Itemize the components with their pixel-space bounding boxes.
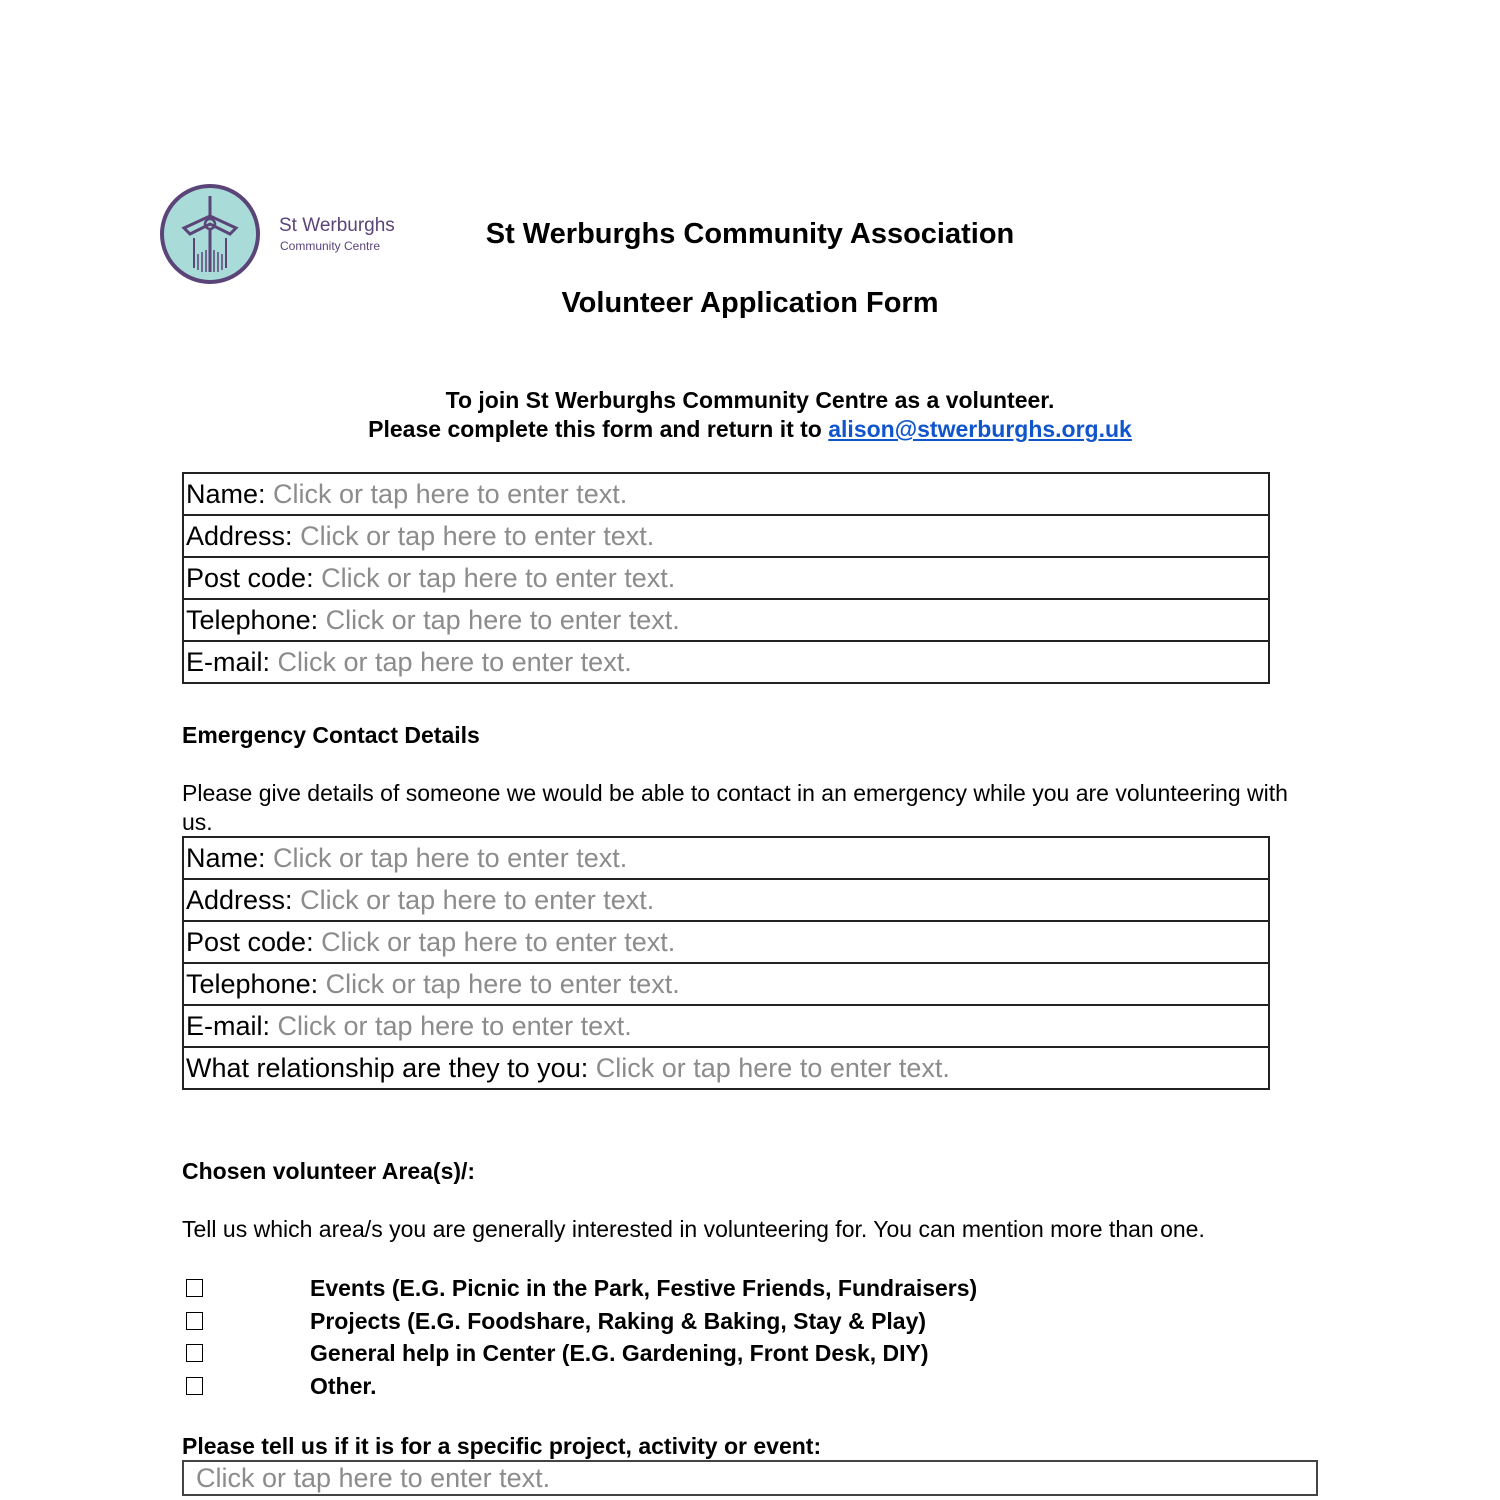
field-label: Post code: bbox=[186, 927, 314, 957]
organisation-title: St Werburghs Community Association bbox=[485, 218, 1015, 250]
emergency-field-telephone bbox=[183, 963, 1269, 1005]
option-label: Projects (E.G. Foodshare, Raking & Baking, Stay & Play) bbox=[310, 1308, 927, 1334]
emergency-heading: Emergency Contact Details bbox=[182, 722, 480, 748]
checkbox-events[interactable] bbox=[186, 1279, 203, 1297]
field-label: Name: bbox=[186, 843, 266, 873]
areas-heading: Chosen volunteer Area(s)/: bbox=[182, 1158, 476, 1184]
field-label: What relationship are they to you: bbox=[186, 1053, 589, 1083]
specific-project-input[interactable]: Click or tap here to enter text. bbox=[182, 1460, 1318, 1496]
postcode-input[interactable]: Click or tap here to enter text. bbox=[321, 563, 676, 593]
field-label: Name: bbox=[186, 479, 266, 509]
emergency-contact-table bbox=[182, 836, 1270, 1090]
field-telephone bbox=[183, 599, 1269, 641]
field-postcode bbox=[183, 557, 1269, 599]
emergency-field-name bbox=[183, 837, 1269, 879]
name-input[interactable]: Click or tap here to enter text. bbox=[273, 479, 628, 509]
field-label: Telephone: bbox=[186, 605, 319, 635]
field-email bbox=[183, 641, 1269, 683]
emergency-field-postcode bbox=[183, 921, 1269, 963]
intro-line-1: To join St Werburghs Community Centre as a volunteer. bbox=[445, 387, 1055, 413]
field-label: E-mail: bbox=[186, 1011, 271, 1041]
emergency-field-email bbox=[183, 1005, 1269, 1047]
logo-subtitle: Community Centre bbox=[280, 239, 381, 253]
emergency-description: Please give details of someone we would be able to contact in an emergency while you are volunteering with us. bbox=[182, 780, 1288, 835]
logo-name: St Werburghs bbox=[279, 215, 395, 236]
emergency-field-address bbox=[183, 879, 1269, 921]
specific-question: Please tell us if it is for a specific project, activity or event: bbox=[182, 1433, 822, 1459]
checkbox-other[interactable] bbox=[186, 1377, 203, 1395]
emergency-address-input[interactable]: Click or tap here to enter text. bbox=[300, 885, 655, 915]
field-label: Address: bbox=[186, 521, 293, 551]
field-label: Telephone: bbox=[186, 969, 319, 999]
emergency-name-input[interactable]: Click or tap here to enter text. bbox=[273, 843, 628, 873]
telephone-input[interactable]: Click or tap here to enter text. bbox=[325, 605, 680, 635]
areas-description: Tell us which area/s you are generally interested in volunteering for. You can mention more than one. bbox=[182, 1216, 1205, 1242]
emergency-postcode-input[interactable]: Click or tap here to enter text. bbox=[321, 927, 676, 957]
emergency-email-input[interactable]: Click or tap here to enter text. bbox=[277, 1011, 632, 1041]
email-link[interactable]: alison@stwerburghs.org.uk bbox=[828, 416, 1132, 442]
relationship-input[interactable]: Click or tap here to enter text. bbox=[595, 1053, 950, 1083]
emergency-telephone-input[interactable]: Click or tap here to enter text. bbox=[325, 969, 680, 999]
email-input[interactable]: Click or tap here to enter text. bbox=[277, 647, 632, 677]
checkbox-general-help[interactable] bbox=[186, 1344, 203, 1362]
intro-line-2 bbox=[0, 415, 1500, 444]
field-address bbox=[183, 515, 1269, 557]
field-label: E-mail: bbox=[186, 647, 271, 677]
address-input[interactable]: Click or tap here to enter text. bbox=[300, 521, 655, 551]
emergency-field-relationship bbox=[183, 1047, 1269, 1089]
checkbox-projects[interactable] bbox=[186, 1312, 203, 1330]
option-label: Events (E.G. Picnic in the Park, Festive Friends, Fundraisers) bbox=[310, 1275, 978, 1301]
intro-text: Please complete this form and return it to bbox=[368, 416, 829, 442]
field-label: Post code: bbox=[186, 563, 314, 593]
option-label: General help in Center (E.G. Gardening, Front Desk, DIY) bbox=[310, 1340, 929, 1366]
option-label: Other. bbox=[310, 1373, 377, 1399]
field-label: Address: bbox=[186, 885, 293, 915]
applicant-details-table bbox=[182, 472, 1270, 684]
field-name bbox=[183, 473, 1269, 515]
page-title: Volunteer Application Form bbox=[561, 287, 939, 319]
